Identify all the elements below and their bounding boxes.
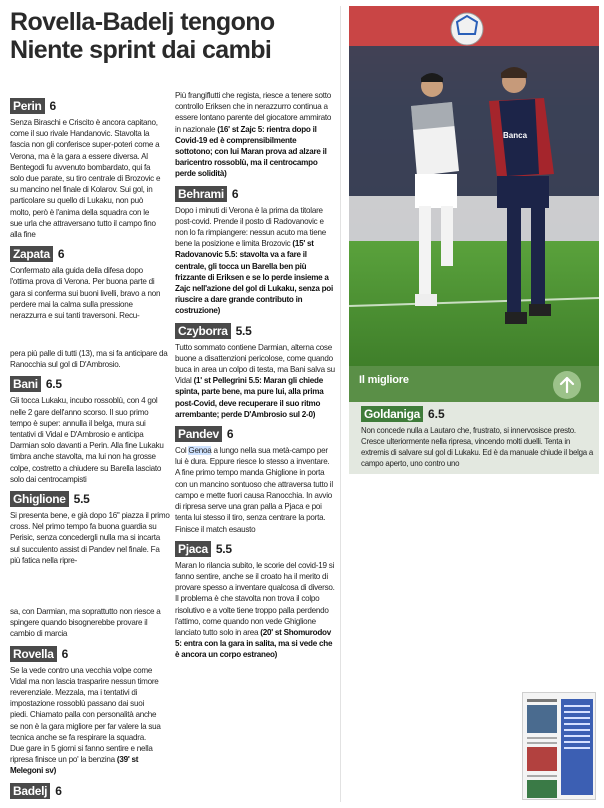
best-player-banner [349, 366, 599, 402]
pitch [349, 241, 599, 366]
pandev-text-post: a lungo nella sua metà-campo per lui è dura. Eppure riesce lo stesso a inventare. A fine primo tempo manda Ghiglione in porta con un mancino sontuoso che attraversa tutto il campo e mette fuori causa Ranocchia. In avvio di ripresa serve una gran palla a Pjaca e poi tenta lui stesso il tiro, senza centrare la porta. Finisce il match esausto [175, 446, 333, 534]
headline-line-2: Niente sprint dai cambi [10, 36, 272, 64]
player-vote: 6 [231, 186, 239, 201]
player-heading-perin [10, 98, 162, 114]
player-vote: 6 [61, 646, 69, 661]
player-name: Perin [10, 98, 45, 114]
column-divider [340, 6, 341, 802]
player-vote: 6 [57, 247, 65, 262]
paragraph-badelj [175, 90, 335, 180]
player-name: Pandev [175, 426, 222, 442]
pjaca-text: Maran lo rilancia subito, le scorie del covid-19 si fanno sentire, anche se il croato ha il merito di provare spesso a inventare qualcosa di diverso. Il problema è che stavolta non trova il colpo risolutivo e a volte tiene troppo palla perdendo l'attimo, come quando non vede Ghiglione lanciato tutto solo in area [175, 560, 335, 637]
player-vote: 6 [226, 427, 234, 442]
player-heading-pjaca [175, 541, 335, 557]
behrami-sub: (15' st Radovanovic 5.5: stavolta va a fare il centrale, gli tocca un Barella ben più frizzante di Eriksen e se lo perde insieme a Zajc nell'azione del gol di Lukaku, senza poi riuscire a dare grande contributo in costruzione) [175, 239, 333, 316]
paragraph-perin: Senza Biraschi e Criscito è ancora capitano, come il suo rivale Handanovic. Stavolta la fascia non gli conferisce super-poteri come a Verona, ma è la gara a essere diversa. Al Bentegodi fu avvenuto bombardato, qui fa solo due parate, su tiro centrale di Brozovic e su mancino nel finale di Kolarov. Sui gol, in particolare su quello di Lukaku, non può molto, però è l'anima della squadra con le sue urla che attraversano tutto il campo fino alla fine [10, 118, 161, 240]
rovella-text: Se la vede contro una vecchia volpe come Vidal ma non lascia trasparire nessun timore reverenziale. Mezzala, ma i tentativi di impostazione rossoblù passano dai suoi piedi. Chiamato palla con personalità anche se non è la gara migliore per far valere la sua tecnica anche se fa respirare la squadra. Due gare in 5 giorni si fanno sentire e nella ripresa finisce un po' la benzina [10, 665, 161, 765]
behrami-text: Dopo i minuti di Verona è la prima da titolare post-covid. Prende il posto di Radovanovic e non lo fa rimpiangere: nessun acuto ma tiene bene la posizione e limita Brozovic [175, 205, 326, 249]
paragraph-zapata-continued: pera più palle di tutti (13), ma si fa anticipare da Ranocchia sul gol di D'Ambrosio. [10, 349, 168, 370]
paragraph-czyborra [175, 342, 335, 420]
player-heading-pandev [175, 426, 335, 442]
player-name: Rovella [10, 646, 57, 662]
paragraph-ghiglione: Si presenta bene, e già dopo 16'' piazza il primo cross. Nel primo tempo fa buona guardia su Perisic, senza concedergli nulla ma si incarta sul succulento assist di Pandev nel finale. Fa più fatica nella ripre- [10, 511, 170, 565]
player-name: Goldaniga [361, 406, 423, 422]
paragraph-zapata: Confermato alla guida della difesa dopo l'ottima prova di Verona. Per buona parte di gara si conferma sui buoni livelli, bravo a non perdere mai la calma sulla pressione nerazzurra e sui tanti traversoni. Recu- [10, 266, 161, 321]
paragraph-goldaniga: Non concede nulla a Lautaro che, frustrato, si innervosisce presto. Cresce ulteriormente nella ripresa, vincendo molti duelli. Tenta in extremis di salvare sul gol di Lukaku. Ed è da manuale chiude il belga a campo aperto, uno contro uno [361, 426, 594, 468]
paragraph-ghiglione-continued: sa, con Darmian, ma soprattutto non riesce a spingere quando bisognerebbe provare il cambio di marcia [10, 607, 161, 639]
player-vote: 6.5 [45, 377, 62, 392]
player-heading-bani [10, 376, 170, 392]
player-vote: 6 [49, 99, 56, 113]
paragraph-pjaca [175, 560, 335, 661]
player-heading-goldaniga [361, 406, 591, 422]
player-name: Bani [10, 376, 41, 392]
page-thumbnail[interactable] [522, 692, 596, 800]
player-vote: 6.5 [427, 407, 445, 421]
player-heading-behrami [175, 186, 335, 202]
page-thumbnail-preview [523, 693, 596, 800]
player-name: Ghiglione [10, 491, 69, 507]
sponsor-text: Banca [503, 131, 528, 140]
czyborra-sub: (1' st Pellegrini 5.5: Maran gli chiede spinta, parte bene, ma pure lui, alla prima post-Covid, deve recuperare il suo ritmo arrembante; perde D'Ambrosio sul 2-0) [175, 376, 324, 419]
column-1-top [10, 92, 162, 321]
player-name: Badelj [10, 783, 50, 799]
paragraph-rovella [10, 665, 162, 777]
paragraph-pandev [175, 445, 335, 535]
column-2 [175, 88, 335, 661]
player-heading-ghiglione [10, 491, 170, 507]
player-vote: 6 [55, 783, 62, 798]
player-heading-czyborra [175, 323, 335, 339]
ball [451, 13, 483, 45]
player-name: Czyborra [175, 323, 231, 339]
player-name: Pjaca [175, 541, 211, 557]
player-name: Behrami [175, 186, 227, 202]
match-photo-illustration [349, 6, 599, 366]
advertising-board [349, 196, 599, 246]
arrow-up-icon[interactable] [553, 371, 581, 399]
player-vote: 5.5 [215, 541, 232, 556]
column-1-middle [10, 346, 170, 566]
column-1-bottom [10, 604, 162, 802]
player-heading-badelj [10, 783, 162, 799]
headline-line-1: Rovella-Badelj tengono [10, 8, 275, 36]
player-heading-zapata [10, 246, 162, 262]
badelj-text: Più frangiflutti che regista, riesce a tenere sotto controllo Eriksen che in nerazzurro continua a essere lontano parente del giocatore ammirato in nazionale [175, 91, 332, 134]
genoa-link[interactable]: Genoa [188, 446, 212, 456]
player-vote: 5.5 [73, 492, 90, 507]
player-name: Zapata [10, 246, 53, 262]
pjaca-sub: (20' st Shomurodov 5: entra con la gara in salita, ma si vede che è ancora un corpo estraneo) [175, 627, 333, 660]
player-vote: 5.5 [235, 323, 252, 338]
match-photo [349, 6, 599, 366]
best-player-box [349, 402, 599, 474]
best-player-label: Il migliore [359, 374, 409, 386]
badelj-sub: (16' st Zajc 5: rientra dopo il Covid-19 ed è comprensibilmente sottotono; con lui Maran prova ad alzare il baricentro rossoblù, ma il centrocampo perde solidità) [175, 124, 327, 179]
pandev-text-pre: Col [175, 446, 189, 456]
paragraph-behrami [175, 205, 335, 317]
czyborra-text: Tutto sommato contiene Darmian, alterna cose buone a disattenzioni pericolose, come quando buca in area un colpo di testa, ma Bani salva su Vidal [175, 342, 335, 386]
player-heading-rovella [10, 646, 162, 662]
rovella-sub: (39' st Melegoni sv) [10, 755, 139, 776]
paragraph-bani: Gli tocca Lukaku, incubo rossoblù, con 4 gol nelle 2 gare dell'anno scorso. Il suo primo tempo è super: annulla il belga, mura sui tentativi di Vidal e D'Ambrosio e anticipa Darmian solo davanti a Perin. Alla fine Lukaku timbra anche stavolta, ma lui non ha grosse colpe, costretto a chiudere su Barella lasciato solo dai centrocampisti [10, 396, 164, 484]
headline [10, 8, 340, 64]
